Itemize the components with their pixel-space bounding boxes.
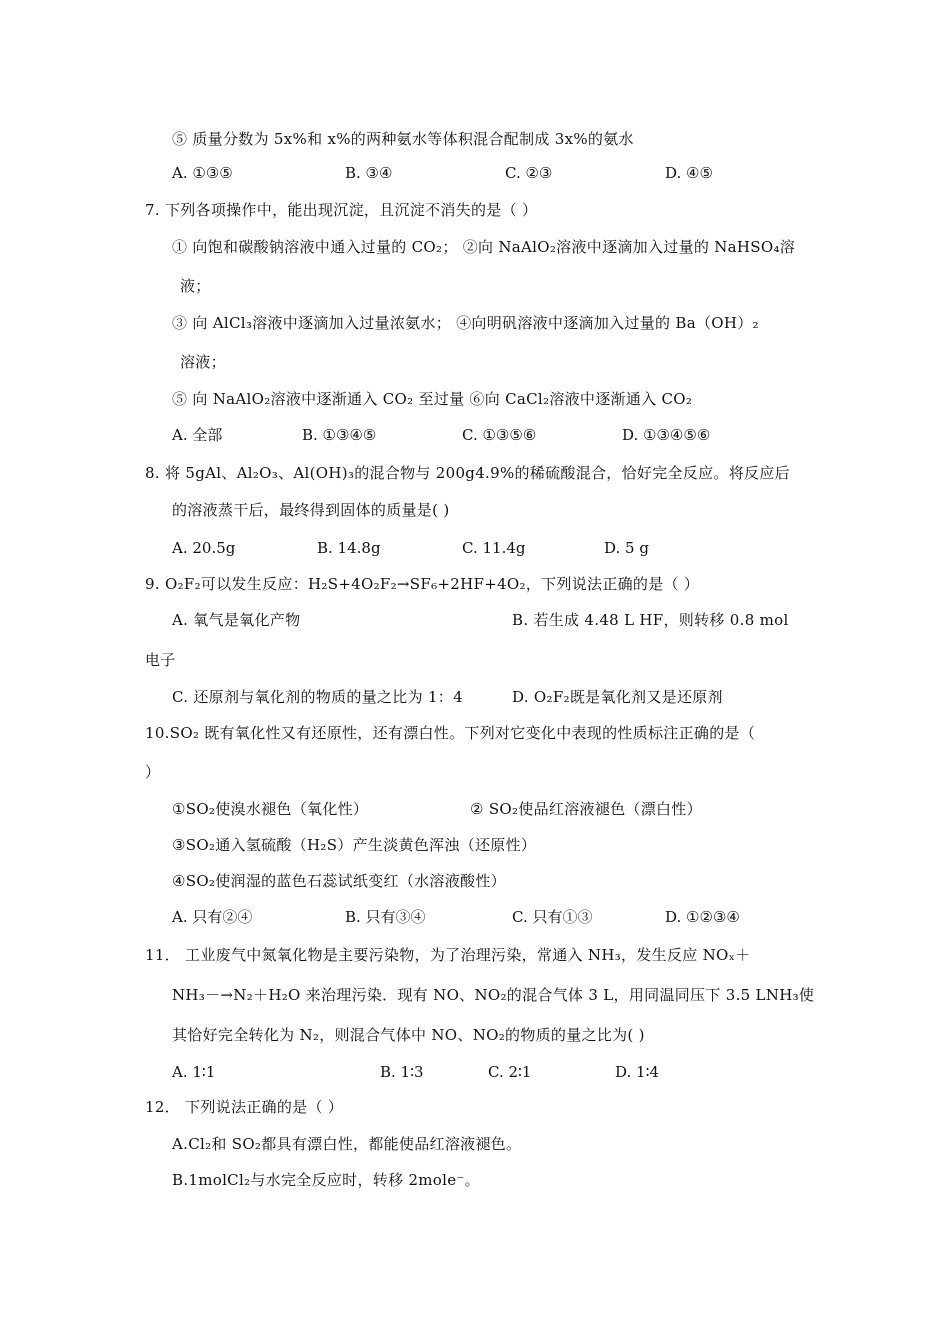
q11-options <box>0 1062 950 1082</box>
q11-option-d: D. 1∶4 <box>615 1063 660 1081</box>
q9-stem: 9. O₂F₂可以发生反应：H₂S+4O₂F₂→SF₆+2HF+4O₂，下列说法正确的是（ ） <box>145 575 700 593</box>
q8-option-a: A. 20.5g <box>172 539 236 557</box>
q10-item2: ② SO₂使品红溶液褪色（漂白性） <box>470 800 702 818</box>
q12-stem: 12． 下列说法正确的是（ ） <box>145 1098 344 1116</box>
q12-option-b: B.1molCl₂与水完全反应时，转移 2mole⁻。 <box>172 1171 480 1189</box>
q11-stem-cont2: 其恰好完全转化为 N₂，则混合气体中 NO、NO₂的物质的量之比为( ) <box>172 1026 645 1044</box>
q7-option-c: C. ①③⑤⑥ <box>462 426 537 444</box>
q6-option-d: D. ④⑤ <box>665 164 713 182</box>
q10-option-c: C. 只有①③ <box>512 908 593 926</box>
q11-option-c: C. 2∶1 <box>488 1063 532 1081</box>
q9-option-b: B. 若生成 4.48 L HF，则转移 0.8 mol <box>512 611 789 629</box>
q7-line2b: 溶液； <box>180 353 226 371</box>
q7-line2: ③ 向 AlCl₃溶液中逐滴加入过量浓氨水； ④向明矾溶液中逐滴加入过量的 Ba（OH）₂ <box>172 314 759 332</box>
q8-stem-cont: 的溶液蒸干后，最终得到固体的质量是( ) <box>172 501 450 519</box>
q7-line1b: 液； <box>180 277 211 295</box>
q9-option-a: A. 氧气是氧化产物 <box>172 611 301 629</box>
q10-stem-cont: ） <box>145 763 161 781</box>
q11-option-a: A. 1∶1 <box>172 1063 216 1081</box>
q12-option-a: A.Cl₂和 SO₂都具有漂白性，都能使品红溶液褪色。 <box>172 1135 522 1153</box>
q7-options <box>0 425 950 445</box>
q6-item5: ⑤ 质量分数为 5x%和 x%的两种氨水等体积混合配制成 3x%的氨水 <box>172 130 634 148</box>
q9-option-d: D. O₂F₂既是氧化剂又是还原剂 <box>512 688 723 706</box>
q6-option-a: A. ①③⑤ <box>172 164 233 182</box>
q7-option-b: B. ①③④⑤ <box>302 426 377 444</box>
q10-option-d: D. ①②③④ <box>665 908 740 926</box>
q9-option-b-cont: 电子 <box>145 651 176 669</box>
q8-option-b: B. 14.8g <box>317 539 381 557</box>
q7-option-d: D. ①③④⑤⑥ <box>622 426 711 444</box>
q8-option-c: C. 11.4g <box>462 539 526 557</box>
q7-line3: ⑤ 向 NaAlO₂溶液中逐渐通入 CO₂ 至过量 ⑥向 CaCl₂溶液中逐渐通入 CO₂ <box>172 390 693 408</box>
q11-option-b: B. 1∶3 <box>380 1063 424 1081</box>
q10-option-a: A. 只有②④ <box>172 908 253 926</box>
q8-stem: 8. 将 5gAl、Al₂O₃、Al(OH)₃的混合物与 200g4.9%的稀硫酸混合，恰好完全反应。将反应后 <box>145 464 790 482</box>
q10-item3: ③SO₂通入氢硫酸（H₂S）产生淡黄色浑浊（还原性） <box>172 836 537 854</box>
q7-line1: ① 向饱和碳酸钠溶液中通入过量的 CO₂； ②向 NaAlO₂溶液中逐滴加入过量的 NaHSO₄溶 <box>172 238 796 256</box>
q10-item1: ①SO₂使溴水褪色（氧化性） <box>172 800 369 818</box>
q11-stem-cont: NH₃－→N₂＋H₂O 来治理污染．现有 NO、NO₂的混合气体 3 L，用同温同压下 3.5 LNH₃使 <box>172 986 815 1004</box>
q11-stem: 11． 工业废气中氮氧化物是主要污染物，为了治理污染，常通入 NH₃，发生反应 NOₓ＋ <box>145 946 751 964</box>
q7-option-a: A. 全部 <box>172 426 223 444</box>
q10-options <box>0 907 950 927</box>
q6-options <box>0 163 950 183</box>
q10-option-b: B. 只有③④ <box>345 908 426 926</box>
q10-stem: 10.SO₂ 既有氧化性又有还原性，还有漂白性。下列对它变化中表现的性质标注正确的是（ <box>145 724 756 742</box>
q6-option-b: B. ③④ <box>345 164 393 182</box>
q9-option-c: C. 还原剂与氧化剂的物质的量之比为 1：4 <box>172 688 463 706</box>
q7-stem: 7. 下列各项操作中，能出现沉淀，且沉淀不消失的是（ ） <box>145 201 538 219</box>
q10-item4: ④SO₂使润湿的蓝色石蕊试纸变红（水溶液酸性） <box>172 872 506 890</box>
q8-options <box>0 538 950 558</box>
q8-option-d: D. 5 g <box>604 539 649 557</box>
q6-option-c: C. ②③ <box>505 164 553 182</box>
